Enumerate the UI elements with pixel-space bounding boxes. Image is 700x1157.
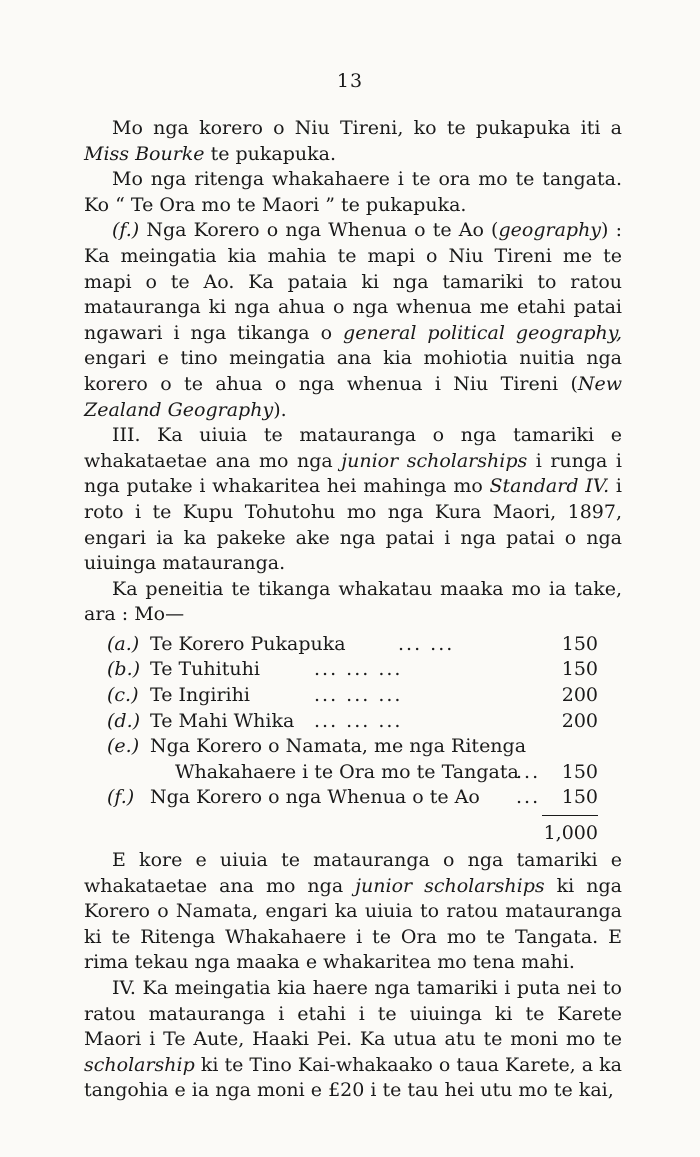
row-dots: ... xyxy=(516,760,541,783)
marks-row xyxy=(84,683,622,709)
paragraph-3 xyxy=(84,218,622,423)
marks-row xyxy=(84,760,622,786)
row-subject: Nga Korero o nga Whenua o te Ao xyxy=(150,786,480,809)
section-label: (f.) xyxy=(112,219,140,242)
paragraph-2: Mo nga ritenga whakahaere i te ora mo te tangata. Ko “ Te Ora mo te Maori ” te pukapuka. xyxy=(84,168,622,216)
italic-run: Miss Bourke xyxy=(84,142,205,165)
row-subject: Nga Korero o Namata, me nga Ritenga xyxy=(150,735,527,758)
row-label: (c.) xyxy=(107,684,139,707)
marks-table xyxy=(84,632,622,848)
text-run: ) : Ka meingatia kia mahia te mapi o Niu Tireni me te mapi o te Ao. Ka pataia ki nga tamariki to ratou matauranga ki nga ahua o nga whenua me etahi patai ngawari i nga tikanga o xyxy=(84,219,623,344)
marks-row xyxy=(84,785,622,811)
row-amount: 200 xyxy=(561,684,598,707)
text-run: Nga Korero o nga Whenua o te Ao ( xyxy=(139,219,499,242)
row-label: (d.) xyxy=(107,709,141,732)
italic-run: general political geography, xyxy=(343,321,622,344)
paragraph-4 xyxy=(84,423,622,577)
italic-run: junior scholarships xyxy=(355,874,545,897)
marks-row xyxy=(84,632,622,658)
row-dots: ... xyxy=(516,786,541,809)
text-run: i roto i te Kupu Tohutohu mo nga Kura Maori, 1897, engari ia ka pakeke ake nga patai i nga patai o nga uiuinga matauranga. xyxy=(84,475,622,575)
rule-line xyxy=(542,815,598,816)
text-run: ki te Tino Kai-whakaako o taua Karete, a ka tangohia e ia nga moni e £20 i te tau hei utu mo te kai, xyxy=(84,1053,622,1102)
row-subject: Te Ingirihi xyxy=(150,684,250,707)
total-rule xyxy=(84,811,622,821)
paragraph-5: Ka peneitia te tikanga whakatau maaka mo ia take, ara : Mo— xyxy=(84,577,622,626)
row-label: (f.) xyxy=(107,786,135,809)
text-run: i runga i nga putake i whakaritea hei mahinga mo xyxy=(84,449,622,498)
row-subject: Whakahaere i te Ora mo te Tangata xyxy=(175,760,519,783)
italic-run: junior scholarships xyxy=(341,449,528,472)
text-run: III. Ka uiuia te matauranga o nga tamariki e whakataetae ana mo nga xyxy=(84,424,622,472)
row-label: (e.) xyxy=(107,735,140,758)
row-dots: ... ... ... xyxy=(314,658,403,681)
text-run: engari e tino meingatia ana kia mohiotia nuitia nga korero o te ahua o nga whenua i Niu Tireni ( xyxy=(84,347,622,395)
total-amount: 1,000 xyxy=(543,822,598,845)
text-run: te pukapuka. xyxy=(204,142,337,165)
italic-run: scholarship xyxy=(84,1053,195,1076)
text-run: Mo nga korero o Niu Tireni, ko te pukapuka iti a xyxy=(112,117,622,139)
page-number: 13 xyxy=(336,70,364,92)
row-dots: ... ... ... xyxy=(314,684,403,707)
row-dots: ... ... ... xyxy=(314,709,403,732)
row-amount: 200 xyxy=(561,709,598,732)
paragraph-6 xyxy=(84,848,622,976)
row-subject: Te Tuhituhi xyxy=(150,658,260,681)
row-subject: Te Korero Pukapuka xyxy=(150,632,346,655)
marks-row xyxy=(84,709,622,735)
italic-run: New Zealand Geography xyxy=(84,372,622,421)
italic-run: geography xyxy=(498,219,602,242)
italic-run: Standard IV. xyxy=(489,475,610,498)
marks-row xyxy=(84,734,622,760)
row-amount: 150 xyxy=(561,658,598,681)
text-run: ki nga Korero o Namata, engari ka uiuia to ratou matauranga ki te Ritenga Whakahaere i te Ora mo te Tangata. E rima tekau nga maaka e whakaritea mo tena mahi. xyxy=(84,874,622,974)
text-run: IV. Ka meingatia kia haere nga tamariki i puta nei to ratou matauranga i etahi i te uiuinga ki te Karete Maori i Te Aute, Haaki Pei. Ka utua atu te moni mo te xyxy=(84,977,622,1051)
row-amount: 150 xyxy=(561,786,598,809)
row-subject: Te Mahi Whika xyxy=(150,709,295,732)
marks-row xyxy=(84,657,622,683)
paragraph-7 xyxy=(84,976,622,1104)
total-row xyxy=(84,821,622,848)
paragraph-1 xyxy=(84,116,622,167)
row-label: (b.) xyxy=(107,658,141,681)
text-run: ). xyxy=(273,398,287,421)
body-text xyxy=(84,116,622,1104)
text-run: E kore e uiuia te matauranga o nga tamariki e whakataetae ana mo nga xyxy=(84,849,622,897)
row-dots: ... ... xyxy=(398,632,455,655)
row-amount: 150 xyxy=(561,760,598,783)
row-label: (a.) xyxy=(107,632,140,655)
row-amount: 150 xyxy=(561,632,598,655)
